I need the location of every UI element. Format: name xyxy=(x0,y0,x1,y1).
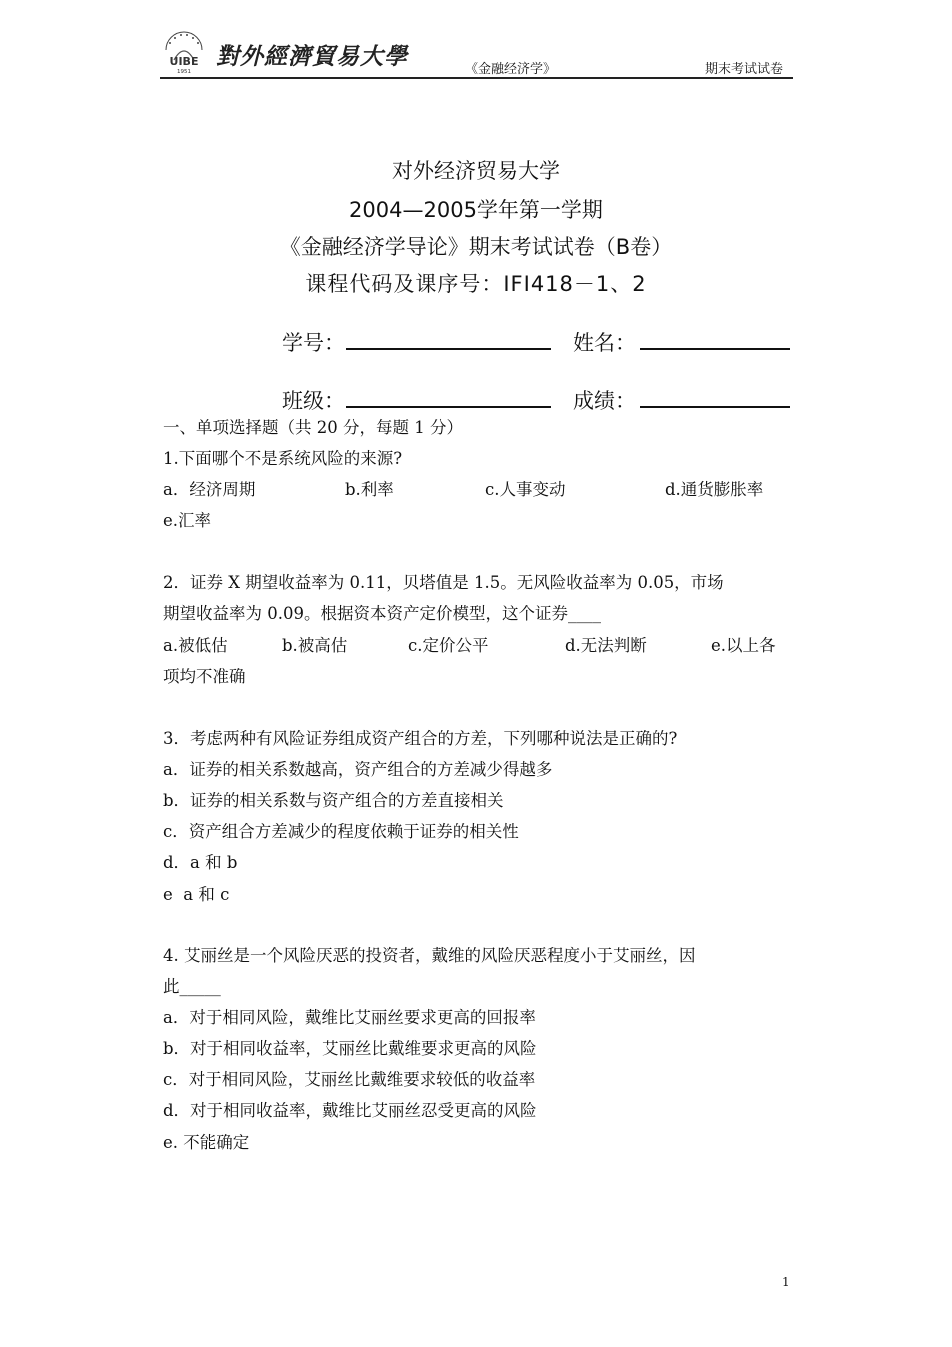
student-id-label: 学号： xyxy=(282,331,345,355)
q1-option-a: a．经济周期 xyxy=(163,480,256,499)
q2-option-b: b.被高估 xyxy=(282,636,348,655)
q4-option-c: c．对于相同风险，艾丽丝比戴维要求较低的收益率 xyxy=(163,1070,536,1089)
title-university: 对外经济贸易大学 xyxy=(392,159,560,183)
question-4-line1: 4. 艾丽丝是一个风险厌恶的投资者，戴维的风险厌恶程度小于艾丽丝，因 xyxy=(163,946,696,965)
q2-option-a: a.被低估 xyxy=(163,636,228,655)
class-label: 班级： xyxy=(282,389,345,413)
q2-option-d: d.无法判断 xyxy=(565,636,647,655)
title-course-code: 课程代码及课序号：IFI418－1、2 xyxy=(305,272,647,296)
q2-option-e-cont: 项均不准确 xyxy=(163,667,246,686)
header-course-title: 《金融经济学》 xyxy=(465,62,557,77)
title-exam: 《金融经济学导论》期末考试试卷（B卷） xyxy=(279,235,673,259)
q4-option-e: e. 不能确定 xyxy=(163,1133,250,1152)
q4-option-a: a．对于相同风险，戴维比艾丽丝要求更高的回报率 xyxy=(163,1008,536,1027)
svg-text:UIBE: UIBE xyxy=(169,55,199,68)
q4-option-d: d．对于相同收益率，戴维比艾丽丝忍受更高的风险 xyxy=(163,1101,537,1120)
section-heading: 一、单项选择题（共 20 分，每题 1 分） xyxy=(163,418,463,437)
q3-option-b: b．证券的相关系数与资产组合的方差直接相关 xyxy=(163,791,504,810)
score-blank[interactable] xyxy=(640,406,790,408)
q4-option-b: b．对于相同收益率，艾丽丝比戴维要求更高的风险 xyxy=(163,1039,537,1058)
name-label: 姓名： xyxy=(573,331,636,355)
header-rule xyxy=(160,77,793,79)
q2-option-c: c.定价公平 xyxy=(408,636,489,655)
university-logo xyxy=(160,30,208,74)
class-blank[interactable] xyxy=(346,406,551,408)
name-blank[interactable] xyxy=(640,348,790,350)
q1-option-b: b.利率 xyxy=(345,480,394,499)
page-number: 1 xyxy=(782,1275,790,1289)
student-id-blank[interactable] xyxy=(346,348,551,350)
score-label: 成绩： xyxy=(573,389,636,413)
q3-option-d: d．a 和 b xyxy=(163,853,238,872)
q1-option-d: d.通货膨胀率 xyxy=(665,480,764,499)
q3-option-a: a．证券的相关系数越高，资产组合的方差减少得越多 xyxy=(163,760,553,779)
q3-option-e: e a 和 c xyxy=(163,885,230,904)
q1-option-c: c.人事变动 xyxy=(485,480,566,499)
question-4-line2: 此_____ xyxy=(163,977,221,996)
title-term: 2004—2005学年第一学期 xyxy=(349,198,603,222)
svg-text:1951: 1951 xyxy=(177,69,191,74)
question-1: 1.下面哪个不是系统风险的来源? xyxy=(163,449,403,468)
question-2-line2: 期望收益率为 0.09。根据资本资产定价模型，这个证券____ xyxy=(163,604,601,623)
question-2-line1: 2．证券 X 期望收益率为 0.11，贝塔值是 1.5。无风险收益率为 0.05，市场 xyxy=(163,573,724,592)
header-doc-type: 期末考试试卷 xyxy=(705,62,784,77)
question-3: 3．考虑两种有风险证券组成资产组合的方差，下列哪种说法是正确的? xyxy=(163,729,678,748)
q3-option-c: c．资产组合方差减少的程度依赖于证券的相关性 xyxy=(163,822,519,841)
university-name-calligraphy: 對外經濟貿易大學 xyxy=(216,43,408,70)
q2-option-e: e.以上各 xyxy=(711,636,776,655)
q1-option-e: e.汇率 xyxy=(163,511,212,530)
